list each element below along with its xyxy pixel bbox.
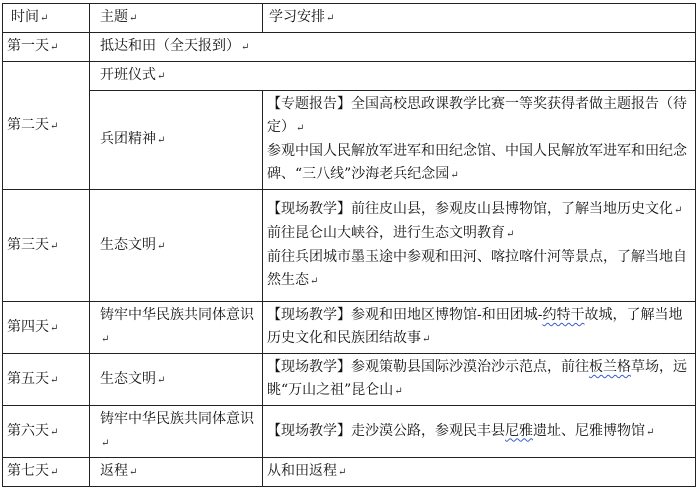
topic-cell: 铸牢中华民族共同体意识↵ (90, 406, 263, 458)
table-row (3, 302, 696, 354)
plan-cell (262, 190, 695, 302)
plan-cell (262, 91, 695, 190)
topic-cell: 返程↵ (90, 458, 263, 487)
topic-cell: 生态文明↵ (90, 354, 263, 406)
table-row (3, 62, 696, 91)
topic-cell: 铸牢中华民族共同体意识↵ (90, 302, 263, 354)
day-cell: 第七天↵ (3, 458, 90, 487)
plan-paragraph: 前往兵团城市墨玉途中参观和田河、喀拉喀什河等景点，了解当地自然生态↵ (266, 249, 687, 288)
topic-cell: 开班仪式↵ (90, 62, 696, 91)
topic-cell: 生态文明↵ (90, 190, 263, 302)
table-row (3, 190, 696, 302)
plan-paragraph: 【现场教学】参观和田地区博物馆-和田团城-约特干故城，了解当地历史文化和民族团结故事↵ (266, 307, 683, 346)
header-plan-cell: 学习安排↵ (262, 4, 695, 33)
day-cell: 第三天↵ (3, 190, 90, 302)
day-cell: 第一天↵ (3, 33, 90, 62)
plan-paragraph: 【现场教学】参观策勒县国际沙漠治沙示范点，前往板兰格草场，远眺“万山之祖”昆仑山↵ (266, 359, 687, 398)
table-row (3, 458, 696, 487)
topic-cell: 抵达和田（全天报到）↵ (90, 33, 696, 62)
spellcheck-underlined-text: 约特干 (542, 307, 585, 323)
day-cell: 第四天↵ (3, 302, 90, 354)
day-cell: 第五天↵ (3, 354, 90, 406)
spellcheck-underlined-text: 板兰格 (588, 359, 631, 375)
plan-paragraph: 前往昆仑山大峡谷，进行生态文明教育↵ (266, 225, 515, 241)
table-row (3, 33, 696, 62)
table-row (3, 406, 696, 458)
plan-paragraph: 【现场教学】前往皮山县，参观皮山县博物馆，了解当地历史文化↵ (266, 201, 683, 217)
plan-cell (262, 406, 695, 458)
table-row (3, 354, 696, 406)
schedule-table (2, 3, 696, 487)
topic-cell: 兵团精神↵ (90, 91, 263, 190)
header-topic-cell: 主题↵ (90, 4, 263, 33)
table-row (3, 91, 696, 190)
spellcheck-underlined-text: 尼雅 (504, 422, 533, 439)
plan-paragraph: 【现场教学】走沙漠公路，参观民丰县尼雅遗址、尼雅博物馆↵ (266, 422, 655, 439)
day-cell: 第六天↵ (3, 406, 90, 458)
header-row (3, 4, 696, 33)
plan-cell (262, 302, 695, 354)
plan-paragraph: 从和田返程↵ (266, 463, 347, 479)
header-day-cell: 时间↵ (3, 4, 90, 33)
plan-cell (262, 354, 695, 406)
plan-paragraph: 参观中国人民解放军进军和田纪念馆、中国人民解放军进军和田纪念碑、“三八线”沙海老兵纪念园↵ (266, 143, 687, 182)
day-cell: 第二天↵ (3, 62, 90, 190)
plan-paragraph: 【专题报告】全国高校思政课教学比赛一等奖获得者做主题报告（待定）↵ (266, 96, 687, 135)
plan-cell (262, 458, 695, 487)
